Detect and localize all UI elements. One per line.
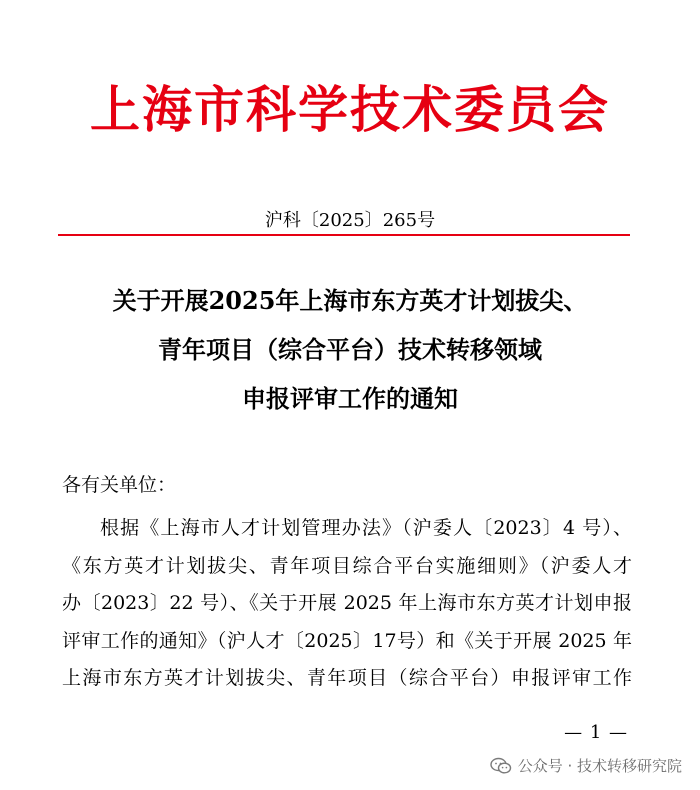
watermark <box>490 755 682 776</box>
body-line: 上海市东方英才计划拔尖、青年项目（综合平台）申报评审工作 <box>62 667 632 689</box>
issuer-header: 上海市科学技术委员会 <box>90 80 610 139</box>
body-paragraph <box>62 510 632 698</box>
document-number: 沪科〔2025〕265号 <box>264 210 436 231</box>
body-line: 办〔2023〕22 号）、《关于开展 2025 年上海市东方英才计划申报 <box>62 592 632 614</box>
red-divider <box>58 234 630 236</box>
watermark-text: 公众号 · 技术转移研究院 <box>517 757 682 775</box>
body-line: 根据《上海市人才计划管理办法》（沪委人〔2023〕4 号）、 <box>100 517 632 539</box>
title-line-1: 关于开展2025年上海市东方英才计划拔尖、 <box>112 286 588 315</box>
document-title <box>0 276 700 423</box>
wechat-icon <box>490 757 512 775</box>
page-number: — 1 — <box>564 722 628 743</box>
title-line-2: 青年项目（综合平台）技术转移领域 <box>158 335 542 364</box>
body-line: 评审工作的通知》（沪人才〔2025〕17号）和《关于开展 2025 年 <box>62 629 632 652</box>
title-line-3: 申报评审工作的通知 <box>242 384 458 413</box>
salutation: 各有关单位： <box>62 474 177 496</box>
body-line: 《东方英才计划拔尖、青年项目综合平台实施细则》（沪委人才 <box>62 554 632 577</box>
